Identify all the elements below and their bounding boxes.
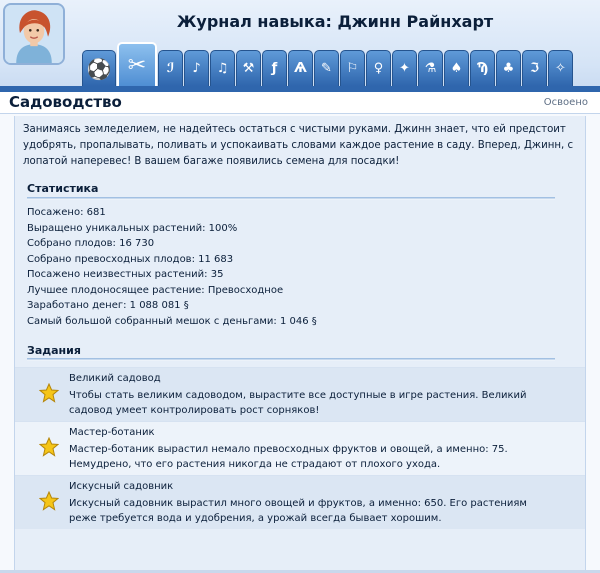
statistic-item: Лучшее плодоносящее растение: Превосходное bbox=[27, 284, 284, 296]
tab-skill-icon-2[interactable] bbox=[184, 50, 209, 86]
skill-icon-8: ⚐ bbox=[346, 61, 359, 76]
tab-skill-icon-1[interactable] bbox=[158, 50, 183, 86]
tab-skill-icon-7[interactable] bbox=[314, 50, 339, 86]
task-title: Мастер-ботаник bbox=[69, 427, 155, 438]
tab-skill-icon-4[interactable] bbox=[236, 50, 261, 86]
skill-icon-7: ✎ bbox=[321, 61, 332, 76]
tasks-list bbox=[15, 367, 585, 529]
statistic-item: Посажено: 681 bbox=[27, 207, 106, 218]
skill-tab-strip bbox=[82, 40, 600, 86]
skill-name: Садоводство bbox=[9, 93, 122, 111]
task-description: Мастер-ботаник вырастил немало превосходных фруктов и овощей, а именно: 75. Немудрено, что его растения никогда не страдают от плохого ухода. bbox=[69, 444, 508, 470]
task-description: Искусный садовник вырастил много овощей и фруктов, а именно: 650. Его растениям реже требуется вода и удобрения, а урожай всегда бывает хорошим. bbox=[69, 498, 527, 524]
tasks-title: Задания bbox=[27, 344, 81, 357]
tab-skill-icon-12[interactable] bbox=[444, 50, 469, 86]
skill-description: Занимаясь земледелием, не надейтесь остаться с чистыми руками. Джинн знает, что ей предстоит удобрять, пропалывать, поливать и успокаивать словами каждое растение в саду. Вперед, Джинн, с лопатой наперевес! В вашем багаже появились семена для посадки! bbox=[23, 124, 574, 167]
statistic-item: Самый большой собранный мешок с деньгами: 1 046 § bbox=[27, 315, 317, 327]
statistic-item: Выращено уникальных растений: 100% bbox=[27, 222, 238, 234]
skill-icon-16: ✧ bbox=[555, 61, 566, 76]
skill-icon-13: Ϡ bbox=[476, 61, 489, 76]
statistics-divider bbox=[27, 197, 555, 200]
skill-icon-14: ♣ bbox=[502, 61, 515, 76]
statistic-item: Посажено неизвестных растений: 35 bbox=[27, 269, 224, 280]
skill-icon-11: ⚗ bbox=[424, 61, 437, 76]
skill-icon-5: ƒ bbox=[271, 61, 278, 76]
skill-icon-9: ♀ bbox=[373, 61, 384, 76]
skill-icon-6: Ѧ bbox=[294, 61, 307, 76]
task-title: Искусный садовник bbox=[69, 481, 174, 492]
star-icon bbox=[39, 437, 59, 457]
tab-skill-icon-6[interactable] bbox=[288, 50, 313, 86]
skill-icon-12: ♠ bbox=[450, 61, 463, 76]
task-description: Чтобы стать великим садоводом, вырастите все доступные в игре растения. Великий садовод умеет контролировать рост сорняков! bbox=[69, 390, 527, 416]
tab-skill-icon-3[interactable] bbox=[210, 50, 235, 86]
task-title: Великий садовод bbox=[69, 373, 161, 384]
tab-skill-icon-14[interactable] bbox=[496, 50, 521, 86]
tab-skill-icon-13[interactable] bbox=[470, 50, 495, 86]
tab-skill-icon-10[interactable] bbox=[392, 50, 417, 86]
tab-skill-icon-8[interactable] bbox=[340, 50, 365, 86]
statistic-item: Собрано превосходных плодов: 11 683 bbox=[27, 253, 234, 265]
statistic-item: Заработано денег: 1 088 081 § bbox=[27, 300, 189, 311]
task-item bbox=[15, 421, 585, 475]
avatar[interactable] bbox=[3, 3, 65, 65]
statistic-item: Собрано плодов: 16 730 bbox=[27, 238, 155, 249]
tab-skill-icon-5[interactable] bbox=[262, 50, 287, 86]
tab-skill-icon-11[interactable] bbox=[418, 50, 443, 86]
tab-skill-icon-16[interactable] bbox=[548, 50, 573, 86]
skill-icon-15: ℑ bbox=[529, 61, 540, 76]
skill-icon-1: ℐ bbox=[166, 61, 175, 76]
star-icon bbox=[39, 383, 59, 403]
sim-portrait-icon bbox=[5, 5, 63, 63]
window-title: Журнал навыка: Джинн Райнхарт bbox=[176, 12, 494, 31]
star-icon bbox=[39, 491, 59, 511]
skill-journal-panel bbox=[14, 116, 586, 571]
skill-icon-3: ♫ bbox=[216, 61, 229, 76]
tab-skill-icon-15[interactable] bbox=[522, 50, 547, 86]
skill-status-badge: Освоено bbox=[543, 97, 588, 108]
skill-icon-2: ♪ bbox=[192, 61, 201, 76]
tasks-divider bbox=[27, 358, 555, 361]
tab-soccer-ball[interactable] bbox=[82, 50, 116, 86]
statistics-list bbox=[27, 205, 317, 329]
skill-icon-4: ⚒ bbox=[242, 61, 255, 76]
window-header bbox=[0, 0, 600, 92]
tab-skill-icon-9[interactable] bbox=[366, 50, 391, 86]
gardening-tools-icon: ✂ bbox=[127, 52, 147, 78]
skill-icon-10: ✦ bbox=[399, 61, 410, 76]
skill-header bbox=[0, 92, 600, 114]
task-item bbox=[15, 475, 585, 529]
soccer-ball-icon: ⚽ bbox=[86, 56, 112, 81]
task-item bbox=[15, 367, 585, 421]
statistics-title: Статистика bbox=[27, 182, 99, 195]
tab-gardening-tools[interactable] bbox=[117, 42, 157, 86]
